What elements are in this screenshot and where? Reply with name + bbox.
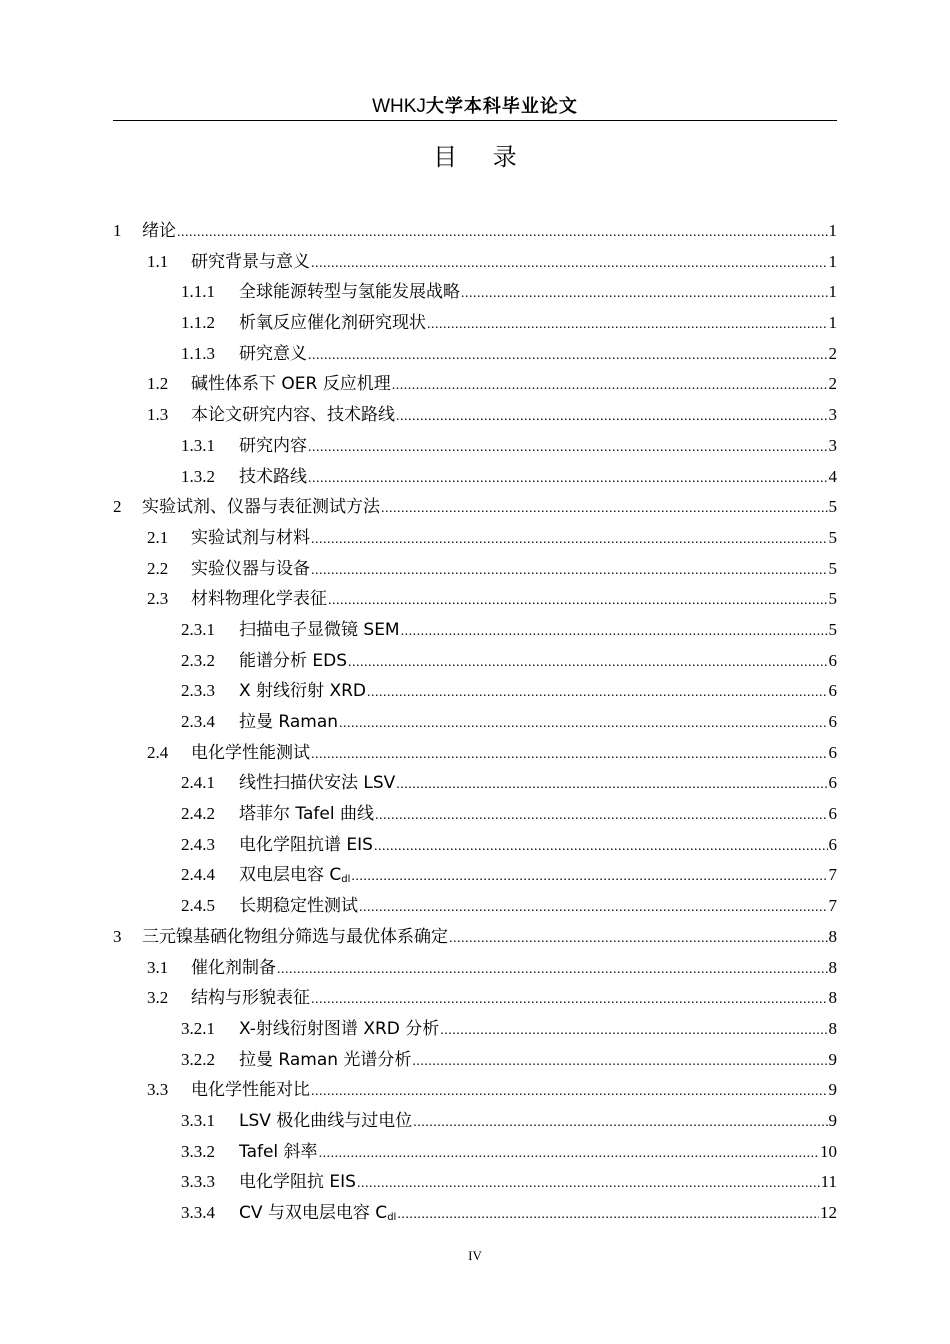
toc-entry-title xyxy=(239,860,350,891)
toc-entry-title xyxy=(191,400,395,431)
toc-dot-leader xyxy=(397,1200,819,1231)
toc-entry-number: 3.2 xyxy=(147,988,169,1008)
toc-dot-leader xyxy=(401,617,828,648)
toc-entry-title xyxy=(191,584,327,615)
toc-entry-page: 3 xyxy=(828,435,837,455)
toc-entry-title xyxy=(191,523,310,554)
toc-entry-number: 1.1.3 xyxy=(181,343,215,363)
toc-entry-page: 11 xyxy=(820,1172,837,1192)
toc-entry-subscript: dl xyxy=(341,874,351,886)
toc-entry-page: 5 xyxy=(828,619,837,639)
toc-entry-title xyxy=(239,676,366,707)
toc-dot-leader xyxy=(319,1139,819,1170)
toc-dot-leader xyxy=(277,955,828,986)
toc-entry-title xyxy=(191,247,310,278)
toc-entry-page: 6 xyxy=(828,773,837,793)
toc-entry-page: 3 xyxy=(828,405,837,425)
page-header xyxy=(113,92,837,121)
toc-entry-title xyxy=(142,216,176,247)
toc-entry-page: 6 xyxy=(828,650,837,670)
toc-entry-title-text: 绪论 xyxy=(142,221,176,241)
toc-entry-title-text: X-射线衍射图谱 XRD 分析 xyxy=(239,1018,440,1039)
toc-entry-number: 2.3.4 xyxy=(181,712,215,731)
toc-entry[interactable] xyxy=(113,339,837,370)
toc-entry-page: 1 xyxy=(828,221,837,240)
toc-entry-page: 9 xyxy=(828,1080,837,1100)
toc-entry-page: 5 xyxy=(828,589,837,609)
toc-entry-title-text: 能谱分析 EDS xyxy=(239,650,348,671)
toc-dot-leader xyxy=(311,556,828,587)
toc-dot-leader xyxy=(357,1169,820,1200)
toc-dot-leader xyxy=(348,648,827,679)
toc-dot-leader xyxy=(396,770,827,801)
toc-dot-leader xyxy=(311,249,828,280)
toc-entry[interactable] xyxy=(113,584,837,615)
toc-entry-title-text: 扫描电子显微镜 SEM xyxy=(239,619,400,640)
toc-entry-number: 1.1 xyxy=(147,251,169,271)
toc-entry-title-text: 双电层电容 C xyxy=(239,865,342,886)
toc-entry-number: 3 xyxy=(113,926,122,946)
toc-entry-title xyxy=(191,953,276,984)
toc-entry[interactable] xyxy=(113,369,837,400)
toc-entry-number: 1.3.2 xyxy=(181,466,215,486)
toc-entry-title-text: 实验仪器与设备 xyxy=(191,558,310,579)
toc-entry-page: 5 xyxy=(828,527,837,547)
toc-entry-page: 4 xyxy=(828,466,837,486)
toc-entry-title-text: 本论文研究内容、技术路线 xyxy=(191,405,395,426)
toc-entry-title xyxy=(239,1167,356,1198)
toc-entry-page: 12 xyxy=(820,1203,837,1222)
toc-entry-page: 1 xyxy=(828,282,837,302)
toc-entry-title xyxy=(191,983,310,1014)
toc-dot-leader xyxy=(374,832,828,863)
toc-entry-number: 2.3 xyxy=(147,589,169,609)
toc-entry[interactable] xyxy=(113,216,837,247)
toc-entry-title-text: 塔菲尔 Tafel 曲线 xyxy=(239,804,374,825)
page-number: IV xyxy=(468,1248,482,1263)
toc-entry-title xyxy=(239,431,307,462)
toc-entry-page: 10 xyxy=(820,1141,837,1161)
toc-entry-title xyxy=(239,1106,412,1137)
toc-entry-number: 1.3.1 xyxy=(181,435,215,455)
header-code: WHKJ xyxy=(372,96,426,117)
toc-entry-title-text: 电化学性能对比 xyxy=(191,1080,310,1101)
toc-entry-number: 3.2.1 xyxy=(181,1018,215,1038)
toc-dot-leader xyxy=(375,801,828,832)
toc-entry-page: 9 xyxy=(828,1110,837,1130)
toc-entry-number: 2.4.5 xyxy=(181,896,215,916)
toc-entry-number: 3.3.1 xyxy=(181,1110,215,1130)
toc-entry[interactable] xyxy=(113,1075,837,1106)
toc-entry-title xyxy=(239,891,358,922)
toc-entry-title-text: 催化剂制备 xyxy=(191,957,276,978)
toc-dot-leader xyxy=(461,279,828,310)
toc-entry-number: 3.1 xyxy=(147,957,169,977)
toc-entry-title xyxy=(239,646,347,677)
toc-entry-title-text: 研究内容 xyxy=(239,435,307,456)
toc-entry[interactable] xyxy=(113,1014,837,1045)
toc-entry-title xyxy=(239,768,395,799)
toc-entry-number: 3.3 xyxy=(147,1080,169,1100)
toc-entry-title xyxy=(239,1198,396,1229)
toc-entry[interactable] xyxy=(113,799,837,830)
toc-entry-title xyxy=(142,922,448,953)
toc-entry[interactable] xyxy=(113,1045,837,1076)
toc-entry-number: 2.3.3 xyxy=(181,681,215,701)
toc-entry-title xyxy=(142,492,380,523)
toc-dot-leader xyxy=(413,1108,827,1139)
toc-entry-number: 1 xyxy=(113,221,122,240)
toc-entry-title-text: 拉曼 Raman 光谱分析 xyxy=(239,1049,412,1070)
toc-entry-title-text: 三元镍基硒化物组分筛选与最优体系确定 xyxy=(142,926,448,947)
toc-entry-number: 2.3.1 xyxy=(181,619,215,639)
toc-entry[interactable] xyxy=(113,1137,837,1168)
toc-entry-title xyxy=(239,799,374,830)
toc-entry-title xyxy=(191,369,391,400)
toc-entry[interactable] xyxy=(113,707,837,738)
toc-entry-number: 2.3.2 xyxy=(181,650,215,670)
toc-entry-title xyxy=(191,738,310,769)
toc-entry-number: 1.2 xyxy=(147,374,169,394)
toc-dot-leader xyxy=(440,1016,827,1047)
toc-entry-page: 6 xyxy=(828,712,837,731)
toc-dot-leader xyxy=(412,1047,827,1078)
toc-entry[interactable] xyxy=(113,922,837,953)
toc-entry-page: 7 xyxy=(828,896,837,916)
toc-entry-title xyxy=(239,1014,439,1045)
toc-entry-title-text: 全球能源转型与氢能发展战略 xyxy=(239,282,460,303)
toc-entry-title-text: 拉曼 Raman xyxy=(239,712,339,732)
toc-dot-leader xyxy=(449,924,828,955)
toc-entry[interactable] xyxy=(113,462,837,493)
toc-entry[interactable] xyxy=(113,554,837,585)
toc-entry[interactable] xyxy=(113,247,837,278)
toc-dot-leader xyxy=(359,893,828,924)
toc-entry[interactable] xyxy=(113,830,837,861)
toc-entry-number: 2.2 xyxy=(147,558,169,578)
toc-dot-leader xyxy=(392,371,828,402)
toc-entry-number: 2.4.4 xyxy=(181,865,215,885)
toc-entry[interactable] xyxy=(113,768,837,799)
toc-entry-title-text: LSV 极化曲线与过电位 xyxy=(239,1110,413,1131)
toc-entry-number: 1.1.1 xyxy=(181,282,215,302)
toc-entry[interactable] xyxy=(113,615,837,646)
toc-entry-page: 6 xyxy=(828,834,837,854)
toc-entry-title xyxy=(239,339,307,370)
toc-entry-number: 3.3.2 xyxy=(181,1141,215,1161)
toc-entry-title-text: 碱性体系下 OER 反应机理 xyxy=(191,374,391,395)
toc-entry-page: 1 xyxy=(828,313,837,333)
toc-entry-number: 1.1.2 xyxy=(181,313,215,333)
toc-entry-number: 3.3.3 xyxy=(181,1172,215,1192)
toc-entry[interactable] xyxy=(113,400,837,431)
toc-entry[interactable] xyxy=(113,646,837,677)
toc-entry-title xyxy=(239,277,460,308)
toc-entry-page: 5 xyxy=(828,497,837,517)
toc-dot-leader xyxy=(308,433,828,464)
toc-entry-page: 6 xyxy=(828,804,837,824)
toc-entry-title xyxy=(239,1045,411,1076)
toc-dot-leader xyxy=(427,310,828,341)
toc-entry[interactable] xyxy=(113,1198,837,1229)
toc-entry-page: 8 xyxy=(828,957,837,977)
toc-dot-leader xyxy=(177,218,828,249)
toc-dot-leader xyxy=(311,525,828,556)
header-title: 大学本科毕业论文 xyxy=(425,96,578,117)
table-of-contents xyxy=(113,216,837,1229)
toc-entry-title-text: X 射线衍射 XRD xyxy=(239,681,367,702)
toc-entry-title-text: 实验试剂、仪器与表征测试方法 xyxy=(142,497,380,518)
toc-entry-number: 2.4.1 xyxy=(181,773,215,793)
toc-entry-page: 8 xyxy=(828,926,837,946)
toc-entry[interactable] xyxy=(113,492,837,523)
toc-entry-number: 3.3.4 xyxy=(181,1203,215,1222)
toc-entry[interactable] xyxy=(113,431,837,462)
toc-entry-title xyxy=(239,830,373,861)
toc-entry[interactable] xyxy=(113,891,837,922)
toc-entry[interactable] xyxy=(113,1106,837,1137)
toc-entry-page: 8 xyxy=(828,1018,837,1038)
toc-entry-subscript: dl xyxy=(387,1212,397,1223)
toc-entry-number: 1.3 xyxy=(147,405,169,425)
toc-entry-page: 5 xyxy=(828,558,837,578)
toc-entry-title-text: 电化学性能测试 xyxy=(191,742,310,763)
toc-entry-title-text: CV 与双电层电容 C xyxy=(239,1203,388,1223)
toc-entry-title xyxy=(191,554,310,585)
toc-entry-title xyxy=(191,1075,310,1106)
toc-entry[interactable] xyxy=(113,1167,837,1198)
toc-entry-page: 2 xyxy=(828,374,837,394)
toc-dot-leader xyxy=(381,494,828,525)
toc-entry-page: 8 xyxy=(828,988,837,1008)
toc-entry[interactable] xyxy=(113,953,837,984)
toc-entry-title xyxy=(239,707,338,738)
toc-entry-title-text: 研究背景与意义 xyxy=(191,251,310,272)
toc-dot-leader xyxy=(311,1077,828,1108)
toc-entry[interactable] xyxy=(113,277,837,308)
toc-entry[interactable] xyxy=(113,860,837,891)
toc-entry-number: 2 xyxy=(113,497,122,517)
toc-entry-page: 1 xyxy=(828,251,837,271)
toc-entry-title-text: 线性扫描伏安法 LSV xyxy=(239,773,396,794)
toc-entry[interactable] xyxy=(113,983,837,1014)
toc-entry-title-text: 电化学阻抗 EIS xyxy=(239,1172,356,1193)
toc-dot-leader xyxy=(311,985,828,1016)
toc-entry-title xyxy=(239,462,307,493)
toc-entry-title-text: 研究意义 xyxy=(239,343,307,364)
toc-entry-page: 7 xyxy=(828,865,837,885)
toc-entry-title-text: 实验试剂与材料 xyxy=(191,527,310,548)
toc-dot-leader xyxy=(396,402,828,433)
toc-entry-number: 2.4.2 xyxy=(181,804,215,824)
toc-entry-title-text: 电化学阻抗谱 EIS xyxy=(239,834,373,855)
toc-entry-number: 2.1 xyxy=(147,527,169,547)
toc-dot-leader xyxy=(351,862,827,893)
toc-entry-title xyxy=(239,308,426,339)
toc-entry-title xyxy=(239,615,400,646)
toc-dot-leader xyxy=(339,709,827,740)
toc-entry[interactable] xyxy=(113,308,837,339)
toc-entry-page: 2 xyxy=(828,343,837,363)
toc-dot-leader xyxy=(311,740,828,771)
toc-entry-title-text: 材料物理化学表征 xyxy=(191,589,327,610)
toc-entry-number: 2.4.3 xyxy=(181,834,215,854)
toc-entry-title-text: 结构与形貌表征 xyxy=(191,988,310,1009)
toc-entry-title-text: Tafel 斜率 xyxy=(239,1141,318,1162)
toc-dot-leader xyxy=(367,678,827,709)
toc-entry[interactable] xyxy=(113,676,837,707)
toc-entry-title-text: 析氧反应催化剂研究现状 xyxy=(239,313,426,334)
toc-title: 目 录 xyxy=(433,143,531,171)
toc-dot-leader xyxy=(308,341,828,372)
toc-entry-number: 2.4 xyxy=(147,742,169,762)
toc-entry-number: 3.2.2 xyxy=(181,1049,215,1069)
toc-entry-page: 6 xyxy=(828,681,837,701)
toc-entry-title xyxy=(239,1137,318,1168)
toc-entry-page: 9 xyxy=(828,1049,837,1069)
toc-dot-leader xyxy=(328,586,828,617)
toc-entry-title-text: 技术路线 xyxy=(239,466,307,487)
toc-dot-leader xyxy=(308,464,828,495)
toc-entry-title-text: 长期稳定性测试 xyxy=(239,896,358,917)
toc-entry-page: 6 xyxy=(828,742,837,762)
toc-entry[interactable] xyxy=(113,523,837,554)
toc-entry[interactable] xyxy=(113,738,837,769)
